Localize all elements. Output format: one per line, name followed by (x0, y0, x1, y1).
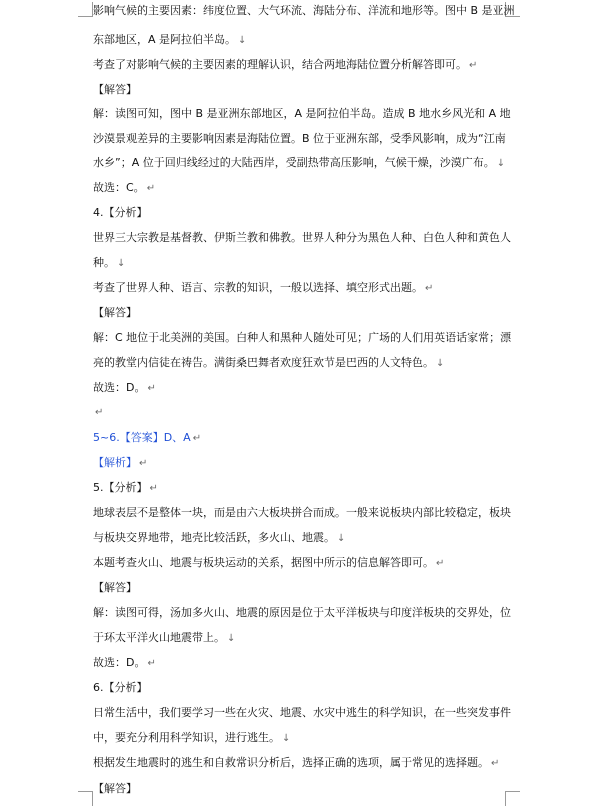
text-line: 解：C 地位于北美洲的美国。白种人和黑种人随处可见；广场的人们用英语话家常；漂 (93, 331, 512, 344)
text-line: 水乡”；A 位于回归线经过的大陆西岸，受副热带高压影响，气候干燥，沙漠广布。 ↓ (93, 156, 506, 169)
section-heading: 6.【分析】 (93, 681, 148, 694)
text-line: 本题考查火山、地震与板块运动的关系，据图中所示的信息解答即可。 ↵ (93, 556, 445, 569)
text-line: 种。 ↓ (93, 256, 126, 269)
section-heading: 4.【分析】 (93, 206, 148, 219)
section-heading: 5.【分析】 ↵ (93, 481, 158, 494)
answer-heading: 5~6.【答案】D、A ↵ (93, 431, 202, 444)
text-line: 亮的教堂内信徒在祷告。满街桑巴舞者欢度狂欢节是巴西的人文特色。 ↓ (93, 356, 445, 369)
text-line: 根据发生地震时的逃生和自救常识分析后，选择正确的选项，属于常见的选择题。 ↵ (93, 756, 500, 769)
analysis-heading: 【解析】 ↵ (93, 456, 148, 469)
section-heading: 【解答】 (93, 581, 137, 594)
text-line: 解：读图可得，汤加多火山、地震的原因是位于太平洋板块与印度洋板块的交界处，位 (93, 606, 511, 619)
text-line: 故选：D。 ↵ (93, 656, 156, 669)
text-line: ↵ (95, 407, 104, 418)
text-line: 影响气候的主要因素：纬度位置、大气环流、海陆分布、洋流和地形等。图中 B 是亚洲 (93, 4, 515, 17)
text-line: 中，要充分利用科学知识，进行逃生。 ↓ (93, 731, 291, 744)
corner-mark-bottom-left (78, 791, 93, 806)
text-line: 东部地区，A 是阿拉伯半岛。 ↓ (93, 33, 247, 46)
text-line: 考查了对影响气候的主要因素的理解认识，结合两地海陆位置分析解答即可。 ↵ (93, 58, 478, 71)
text-line: 世界三大宗教是基督教、伊斯兰教和佛教。世界人种分为黑色人种、白色人种和黄色人 (93, 231, 511, 244)
section-heading: 【解答】 (93, 306, 137, 319)
text-line: 日常生活中，我们要学习一些在火灾、地震、水灾中逃生的科学知识，在一些突发事件 (93, 706, 511, 719)
text-line: 沙漠景观差异的主要影响因素是海陆位置。B 位于亚洲东部，受季风影响，成为“江南 (93, 132, 506, 145)
text-line: 考查了世界人种、语言、宗教的知识，一般以选择、填空形式出题。 ↵ (93, 281, 434, 294)
text-line: 与板块交界地带，地壳比较活跃，多火山、地震。 ↓ (93, 531, 346, 544)
section-heading: 【解答】 (93, 83, 137, 96)
text-line: 解：读图可知，图中 B 是亚洲东部地区，A 是阿拉伯半岛。造成 B 地水乡风光和 A 地 (93, 107, 511, 120)
text-line: 地球表层不是整体一块，而是由六大板块拼合而成。一般来说板块内部比较稳定，板块 (93, 506, 511, 519)
section-heading: 【解答】 (93, 782, 137, 795)
text-line: 故选：C。 ↵ (93, 181, 156, 194)
corner-mark-top-left (78, 2, 93, 17)
text-line: 于环太平洋火山地震带上。 ↓ (93, 631, 236, 644)
text-line: 故选：D。 ↵ (93, 381, 156, 394)
